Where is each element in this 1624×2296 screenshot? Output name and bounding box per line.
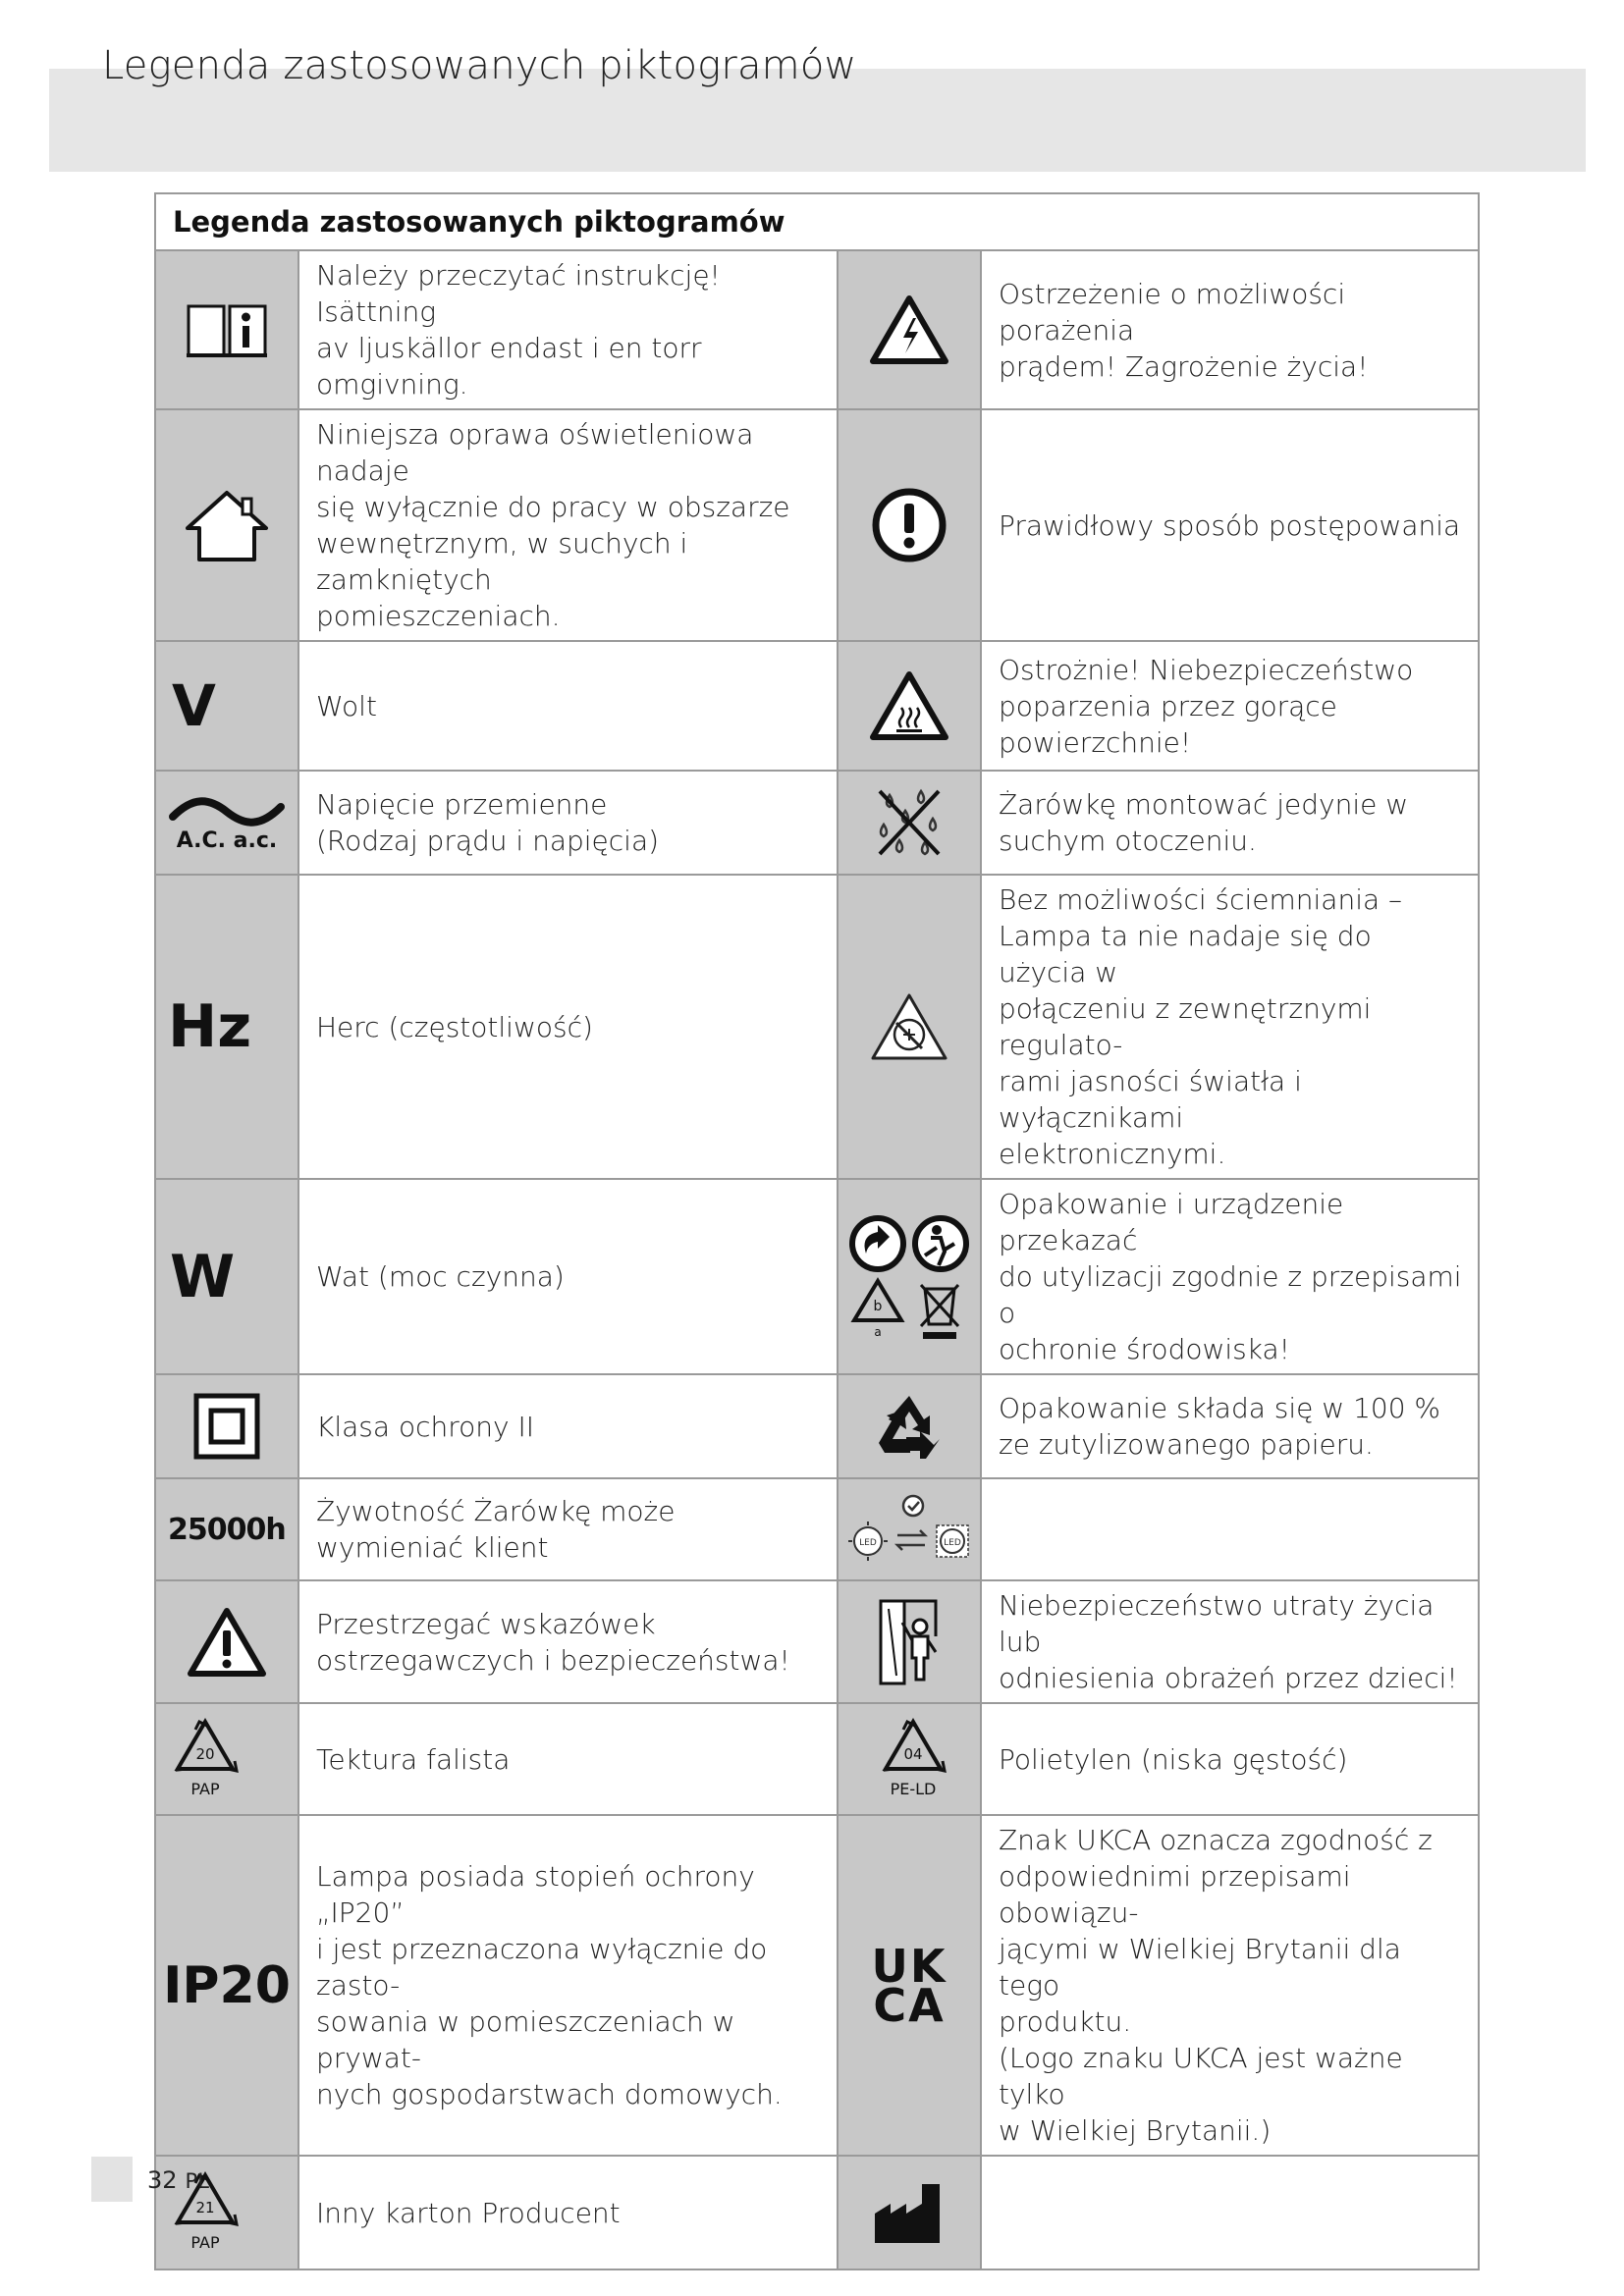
legend-text: Wolt [298,641,838,771]
alternating-current-icon [155,771,298,875]
recycle-code-label: PAP [190,1780,220,1798]
table-row [155,771,1479,875]
legend-text: Klasa ochrony II [298,1374,838,1478]
legend-text: Tektura falista [298,1703,838,1815]
recycle-code: 21 [195,2199,215,2216]
disposal-symbols-icon [838,1179,981,1374]
table-row [155,1179,1479,1374]
legend-text: Żywotność Żarówkę może wymieniać klient [298,1478,838,1580]
volt-symbol-text: V [172,672,216,739]
recycle-code: 04 [903,1745,923,1763]
legend-text: Inny karton Producent [298,2156,838,2269]
protection-class-ii-icon [155,1374,298,1478]
table-row [155,1478,1479,1580]
legend-text: Należy przeczytać instrukcję! Isättning av ljuskällor endast i en torr omgivning. [298,250,838,409]
pictogram-legend-table [154,192,1480,2270]
dry-environment-icon [838,771,981,875]
table-row [155,409,1479,641]
recycle-code-label: PE-LD [890,1780,937,1798]
table-row [155,875,1479,1179]
legend-text: Polietylen (niska gęstość) [981,1703,1479,1815]
table-row [155,641,1479,771]
replaceable-led-icon [838,1478,981,1580]
page-title: Legenda zastosowanych piktogramów [102,43,857,88]
no-dimmer-icon [838,875,981,1179]
watt-symbol [155,1179,298,1374]
footer-marker [91,2157,133,2202]
table-row [155,1374,1479,1478]
ip20-symbol-text: IP20 [163,1955,291,2015]
legend-text: Prawidłowy sposób postępowania [981,409,1479,641]
led-label-left: LED [859,1538,877,1548]
lifetime-symbol [155,1478,298,1580]
led-label-right: LED [944,1538,961,1548]
table-row [155,1815,1479,2156]
legend-text: Lampa posiada stopień ochrony „IP20” i jest przeznaczona wyłącznie do zasto- sowania w pomieszczeniach w prywat- nych gospodarstwach domowych. [298,1815,838,2156]
legend-text [981,2156,1479,2269]
volt-symbol [155,641,298,771]
recycling-icon [838,1374,981,1478]
table-heading: Legenda zastosowanych piktogramów [155,193,1479,250]
legend-text: Żarówkę montować jedynie w suchym otoczeniu. [981,771,1479,875]
legend-text: Bez możliwości ściemniania – Lampa ta nie nadaje się do użycia w połączeniu z zewnętrznymi regulato- rami jasności światła i wyłącznikami elektronicznymi. [981,875,1479,1179]
recycle-20-pap-icon [155,1703,298,1815]
hertz-symbol-text: Hz [168,992,252,1061]
general-warning-icon [155,1580,298,1703]
page-number: 32 [147,2166,178,2194]
legend-text: Wat (moc czynna) [298,1179,838,1374]
legend-text: Herc (częstotliwość) [298,875,838,1179]
table-row [155,1580,1479,1703]
read-instructions-icon [155,250,298,409]
legend-text: Napięcie przemienne (Rodzaj prądu i napięcia) [298,771,838,875]
lifetime-symbol-text: 25000h [168,1512,286,1547]
legend-text: Przestrzegać wskazówek ostrzegawczych i bezpieczeństwa! [298,1580,838,1703]
page-language: PL [185,2169,209,2193]
legend-text [981,1478,1479,1580]
hertz-symbol [155,875,298,1179]
ukca-mark-icon [838,1815,981,2156]
disposal-code-b: b [873,1298,883,1314]
manufacturer-icon [838,2156,981,2269]
recycle-code: 20 [195,1745,215,1763]
ukca-line-1: UK [871,1939,947,1993]
child-danger-icon [838,1580,981,1703]
recycle-04-peld-icon [838,1703,981,1815]
watt-symbol-text: W [170,1242,236,1311]
legend-text: Niniejsza oprawa oświetleniowa nadaje się wyłącznie do pracy w obszarze wewnętrznym, w suchych i zamkniętych pomieszczeniach. [298,409,838,641]
legend-text: Znak UKCA oznacza zgodność z odpowiednimi przepisami obowiązu- jącymi w Wielkiej Brytanii dla tego produktu. (Logo znaku UKCA jest ważne tylko w Wielkiej Brytanii.) [981,1815,1479,2156]
recycle-code-label: PAP [190,2233,220,2252]
table-row [155,250,1479,409]
electric-shock-warning-icon [838,250,981,409]
ukca-line-2: CA [873,1978,946,2032]
legend-text: Ostrzeżenie o możliwości porażenia prądem! Zagrożenie życia! [981,250,1479,409]
ac-label: A.C. a.c. [176,828,278,853]
indoor-house-icon [155,409,298,641]
hot-surface-warning-icon [838,641,981,771]
exclamation-circle-icon [838,409,981,641]
legend-text: Ostrożnie! Niebezpieczeństwo poparzenia przez gorące powierzchnie! [981,641,1479,771]
page-footer [147,2166,209,2194]
disposal-code-a: a [874,1324,882,1339]
table-row [155,1703,1479,1815]
legend-text: Opakowanie i urządzenie przekazać do utylizacji zgodnie z przepisami o ochronie środowiska! [981,1179,1479,1374]
legend-text: Opakowanie składa się w 100 % ze zutylizowanego papieru. [981,1374,1479,1478]
ip20-symbol [155,1815,298,2156]
legend-text: Niebezpieczeństwo utraty życia lub odniesienia obrażeń przez dzieci! [981,1580,1479,1703]
table-row [155,2156,1479,2269]
